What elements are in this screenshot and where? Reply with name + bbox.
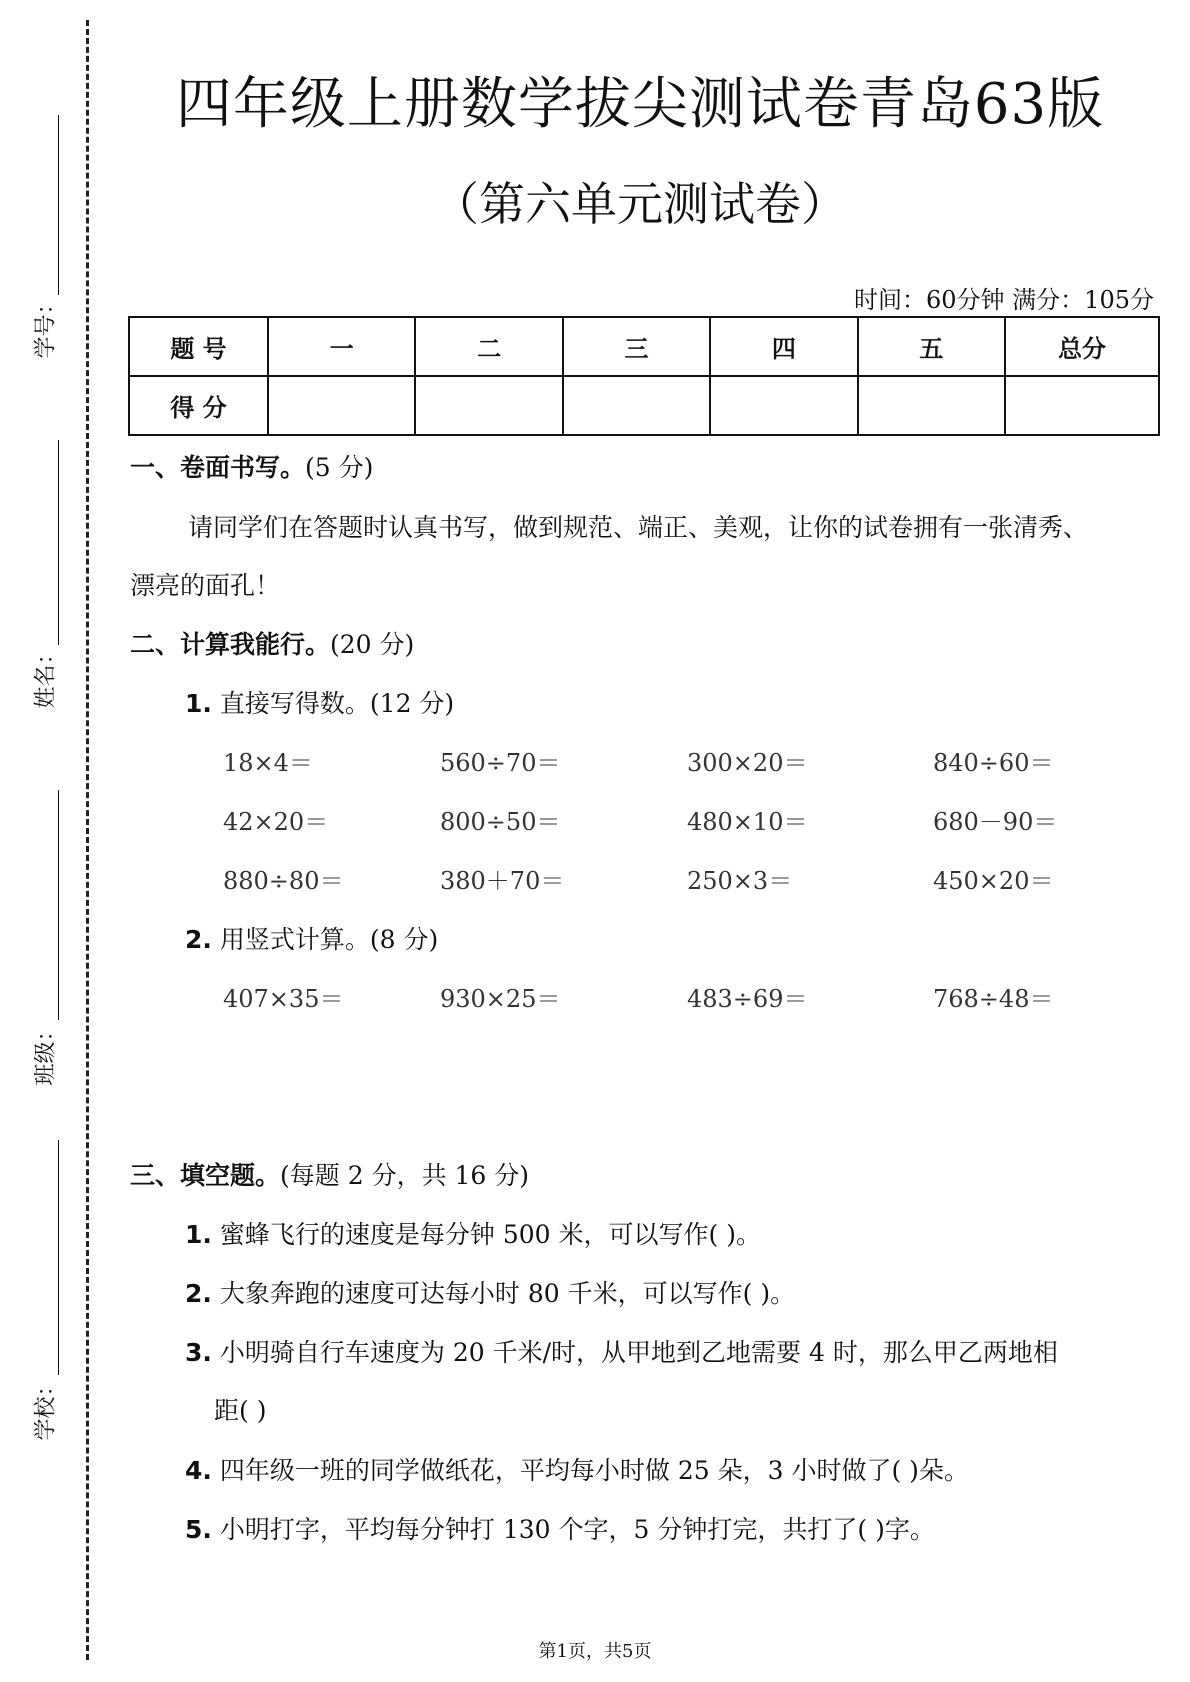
section3-title: 三、填空题。	[130, 1161, 281, 1190]
page-footer: 第1页，共5页	[538, 1641, 652, 1662]
name-label: 姓名：	[33, 642, 59, 709]
calc-item: 880÷80＝	[223, 867, 344, 895]
id-label: 学号：	[33, 292, 59, 359]
score-table-header-row	[129, 317, 1159, 376]
fill-question	[185, 1510, 935, 1546]
fill-question	[185, 1451, 969, 1487]
question-number: 3.	[185, 1338, 212, 1367]
score-header-cell: 一	[268, 317, 415, 376]
question-text: 小明打字，平均每分钟打 130 个字，5 分钟打完，共打了( )字。	[219, 1515, 935, 1544]
question-text: 小明骑自行车速度为 20 千米/时，从甲地到乙地需要 4 时，那么甲乙两地相	[219, 1338, 1058, 1367]
question-text: 用竖式计算。(8 分)	[219, 925, 439, 954]
score-row-label: 得 分	[129, 376, 268, 435]
class-underline	[58, 790, 59, 1020]
question-number: 5.	[185, 1515, 212, 1544]
school-label: 学校：	[33, 1374, 59, 1441]
section2-title: 二、计算我能行。	[130, 630, 331, 659]
calc-item: 483÷69＝	[687, 985, 808, 1013]
section1-title: 一、卷面书写。	[130, 453, 306, 482]
section2-heading	[130, 625, 414, 661]
question-number: 4.	[185, 1456, 212, 1485]
class-label: 班级：	[33, 1019, 59, 1086]
fill-question-continued	[214, 1391, 266, 1427]
id-underline	[58, 115, 59, 295]
exam-meta: 时间：60分钟 满分：105分	[854, 286, 1154, 314]
calc-item: 380＋70＝	[440, 867, 565, 895]
calc-item: 300×20＝	[687, 749, 808, 777]
score-header-cell: 二	[415, 317, 562, 376]
score-header-cell: 五	[858, 317, 1005, 376]
fill-question	[185, 1274, 795, 1310]
calc-item: 560÷70＝	[440, 749, 561, 777]
section3-points: (每题 2 分，共 16 分)	[280, 1161, 530, 1190]
score-header-cell: 题 号	[129, 317, 268, 376]
score-table	[128, 316, 1160, 436]
question-number: 1.	[185, 1220, 212, 1249]
score-header-cell: 总分	[1005, 317, 1159, 376]
calc-item: 840÷60＝	[933, 749, 1054, 777]
question-text: 大象奔跑的速度可达每小时 80 千米，可以写作( )。	[219, 1279, 796, 1308]
section1-text-line2: 漂亮的面孔！	[130, 571, 281, 600]
question-text: 距( )	[214, 1396, 267, 1425]
section1-text-line1: 请同学们在答题时认真书写，做到规范、端正、美观，让你的试卷拥有一张清秀、	[188, 513, 1089, 542]
section1-heading	[130, 448, 373, 484]
score-cell[interactable]	[268, 376, 415, 435]
name-underline	[58, 440, 59, 645]
binding-dashed-line	[86, 20, 89, 1660]
score-cell[interactable]	[563, 376, 710, 435]
question-number: 2.	[185, 925, 212, 954]
page-subtitle: （第六单元测试卷）	[433, 177, 847, 231]
question-text: 直接写得数。(12 分)	[219, 689, 455, 718]
calc-item: 42×20＝	[223, 808, 329, 836]
section3-heading	[130, 1156, 529, 1192]
score-cell[interactable]	[1005, 376, 1159, 435]
section2-points: (20 分)	[330, 630, 415, 659]
question-text: 蜜蜂飞行的速度是每分钟 500 米，可以写作( )。	[219, 1220, 761, 1249]
score-header-cell: 四	[710, 317, 857, 376]
calc-item: 800÷50＝	[440, 808, 561, 836]
score-cell[interactable]	[415, 376, 562, 435]
section1-points: (5 分)	[305, 453, 374, 482]
question-text: 四年级一班的同学做纸花，平均每小时做 25 朵，3 小时做了( )朵。	[219, 1456, 969, 1485]
question-number: 2.	[185, 1279, 212, 1308]
fill-question	[185, 1333, 1058, 1369]
calc-item: 930×25＝	[440, 985, 561, 1013]
section2-question1	[185, 684, 454, 720]
section2-question2	[185, 920, 438, 956]
school-underline	[58, 1140, 59, 1375]
question-number: 1.	[185, 689, 212, 718]
calc-item: 480×10＝	[687, 808, 808, 836]
score-cell[interactable]	[710, 376, 857, 435]
calc-item: 407×35＝	[223, 985, 344, 1013]
score-table-score-row	[129, 376, 1159, 435]
calc-item: 450×20＝	[933, 867, 1054, 895]
score-header-cell: 三	[563, 317, 710, 376]
calc-item: 680－90＝	[933, 808, 1058, 836]
calc-item: 18×4＝	[223, 749, 313, 777]
page-title: 四年级上册数学拔尖测试卷青岛63版	[175, 72, 1105, 137]
calc-item: 768÷48＝	[933, 985, 1054, 1013]
score-cell[interactable]	[858, 376, 1005, 435]
calc-item: 250×3＝	[687, 867, 793, 895]
fill-question	[185, 1215, 761, 1251]
